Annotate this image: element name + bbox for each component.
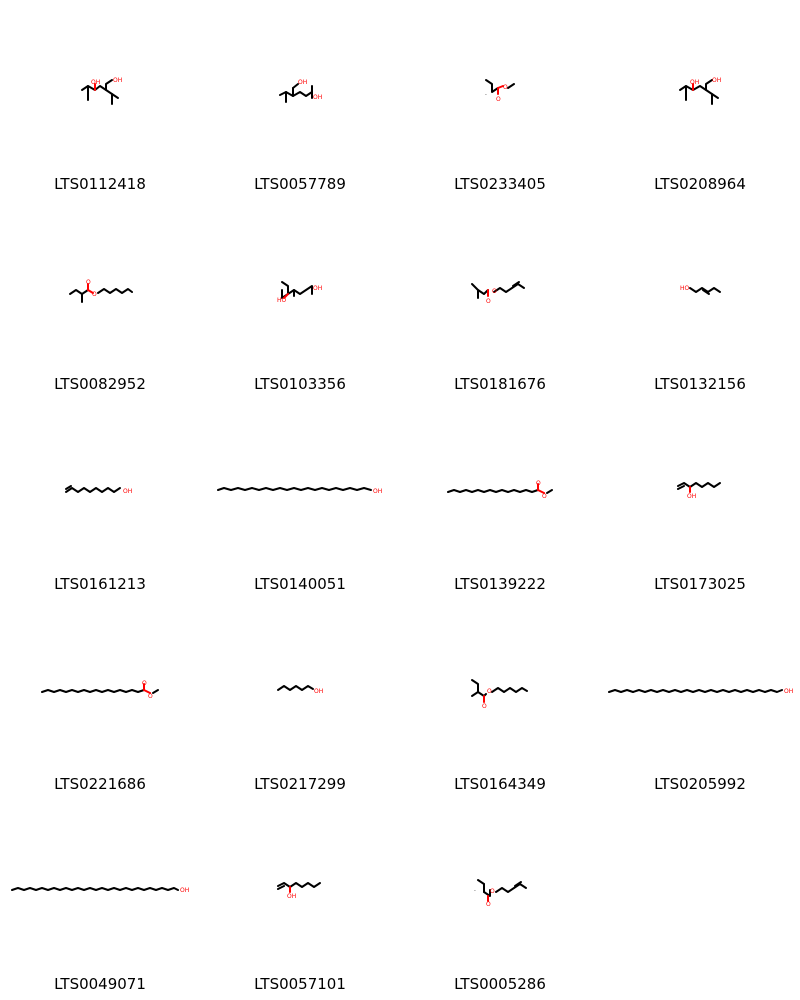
molecule-structure [200, 200, 400, 400]
oxygen-label: O [92, 291, 97, 298]
molecule-id-label: LTS0208964 [654, 175, 746, 193]
svg-text:·: · [474, 888, 476, 895]
molecule-structure [200, 0, 400, 200]
hydroxyl-label: OH [113, 77, 123, 84]
molecule-cell [400, 800, 600, 1000]
molecule-cell [200, 800, 400, 1000]
molecule-structure [0, 0, 200, 200]
hydroxyl-label: OH [313, 285, 323, 292]
molecule-cell [400, 0, 600, 200]
hydroxyl-label: OH [314, 688, 324, 695]
molecule-cell [600, 600, 800, 800]
molecule-cell [400, 400, 600, 600]
molecule-cell [0, 400, 200, 600]
molecule-cell [200, 0, 400, 200]
oxygen-label: O [148, 693, 153, 700]
molecule-cell [400, 200, 600, 400]
molecule-structure [200, 400, 400, 600]
molecule-structure [600, 200, 800, 400]
hydroxyl-label: OH [712, 77, 722, 84]
molecule-id-label: LTS0221686 [54, 775, 146, 793]
molecule-id-label: LTS0164349 [454, 775, 546, 793]
oxygen-label: O [142, 680, 147, 687]
molecule-id-label: LTS0140051 [254, 575, 346, 593]
svg-text:·: · [485, 92, 487, 99]
hydroxyl-label: HO [680, 285, 690, 292]
molecule-id-label: LTS0112418 [54, 175, 146, 193]
molecule-structure [400, 400, 600, 600]
hydroxyl-label: OH [784, 688, 794, 695]
molecule-structure [600, 0, 800, 200]
molecule-structure [600, 400, 800, 600]
oxygen-label: O [542, 493, 547, 500]
molecule-cell [200, 600, 400, 800]
molecule-id-label: LTS0233405 [454, 175, 546, 193]
molecule-id-label: LTS0181676 [454, 375, 546, 393]
molecule-cell [0, 800, 200, 1000]
molecule-structure [400, 200, 600, 400]
hydroxyl-label: OH [687, 493, 697, 500]
molecule-id-label: LTS0217299 [254, 775, 346, 793]
molecule-cell [400, 600, 600, 800]
molecule-structure [200, 600, 400, 800]
oxygen-label: O [492, 288, 497, 295]
molecule-id-label: LTS0139222 [454, 575, 546, 593]
molecule-structure [400, 0, 600, 200]
hydroxyl-label: OH [180, 887, 190, 894]
molecule-structure [200, 800, 400, 1000]
molecule-cell [600, 200, 800, 400]
molecule-structure [600, 600, 800, 800]
oxygen-label: O [503, 84, 508, 91]
molecule-id-label: LTS0103356 [254, 375, 346, 393]
hydroxyl-label: OH [123, 488, 133, 495]
oxygen-label: O [482, 703, 487, 710]
molecule-id-label: LTS0082952 [54, 375, 146, 393]
molecule-cell [200, 200, 400, 400]
hydroxyl-label: OH [91, 79, 101, 86]
molecule-cell [600, 400, 800, 600]
molecule-id-label: LTS0057789 [254, 175, 346, 193]
molecule-structure [0, 800, 200, 1000]
molecule-id-label: LTS0057101 [254, 975, 346, 993]
molecule-cell [0, 600, 200, 800]
hydroxyl-label: OH [373, 488, 383, 495]
molecule-id-label: LTS0049071 [54, 975, 146, 993]
molecule-structure [0, 200, 200, 400]
molecule-cell [0, 0, 200, 200]
oxygen-label: O [496, 96, 501, 103]
hydroxyl-label: OH [690, 79, 700, 86]
hydroxyl-label: HO [277, 297, 287, 304]
molecule-structure [400, 800, 600, 1000]
molecule-id-label: LTS0161213 [54, 575, 146, 593]
molecule-id-label: LTS0173025 [654, 575, 746, 593]
oxygen-label: O [86, 279, 91, 286]
molecule-cell [0, 200, 200, 400]
oxygen-label: O [486, 901, 491, 908]
hydroxyl-label: OH [287, 893, 297, 900]
oxygen-label: O [486, 298, 491, 305]
oxygen-label: O [536, 480, 541, 487]
molecule-id-label: LTS0005286 [454, 975, 546, 993]
molecule-id-label: LTS0132156 [654, 375, 746, 393]
molecule-id-label: LTS0205992 [654, 775, 746, 793]
hydroxyl-label: OH [313, 94, 323, 101]
hydroxyl-label: OH [298, 79, 308, 86]
oxygen-label: O [490, 888, 495, 895]
molecule-structure [0, 600, 200, 800]
molecule-cell [200, 400, 400, 600]
molecule-cell [600, 0, 800, 200]
molecule-structure [400, 600, 600, 800]
molecule-structure [0, 400, 200, 600]
oxygen-label: O [487, 688, 492, 695]
